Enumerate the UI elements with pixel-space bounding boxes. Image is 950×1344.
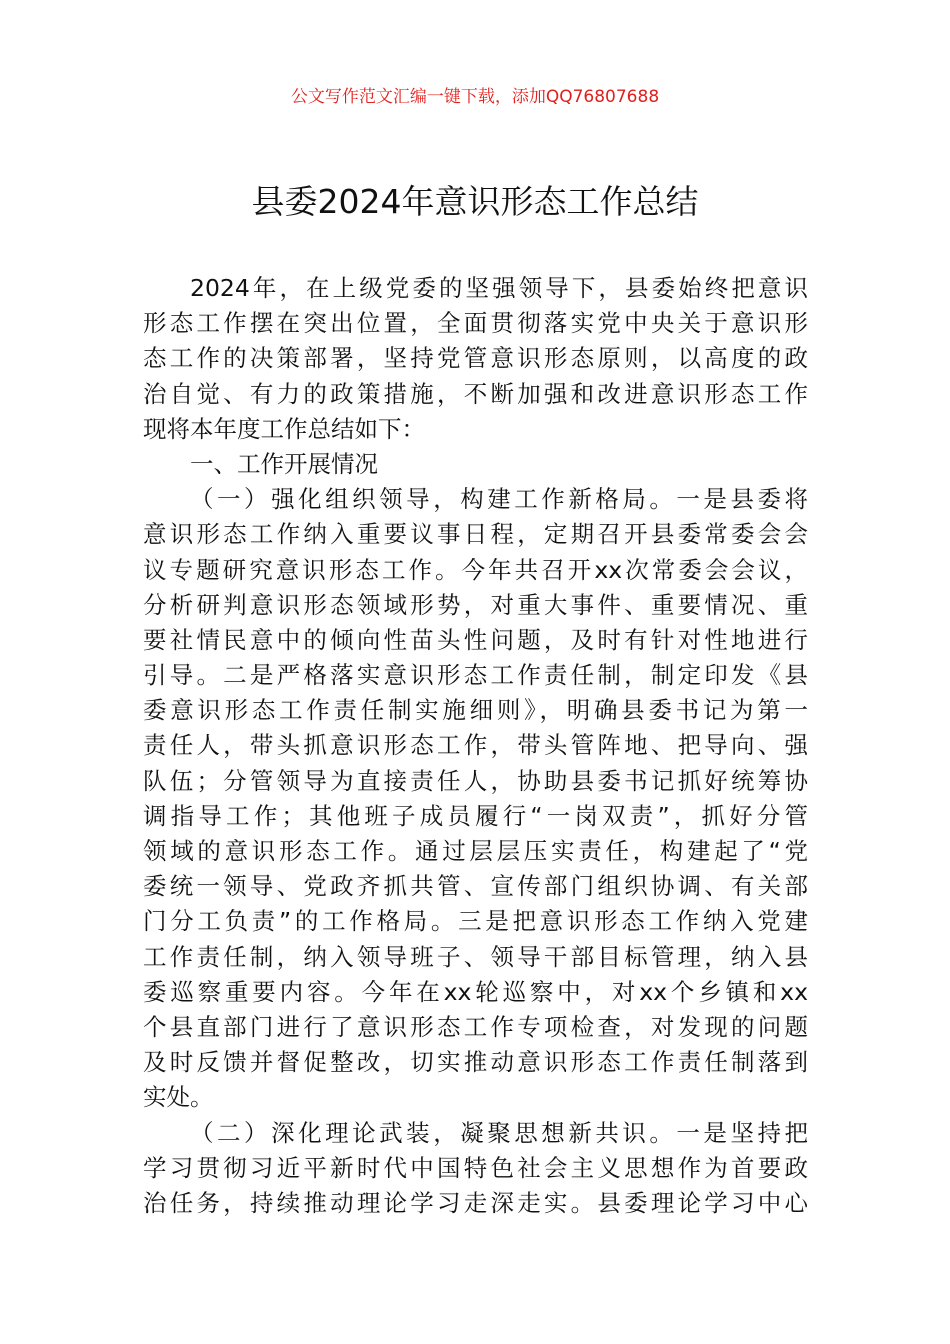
text-line: 现将本年度工作总结如下： bbox=[143, 414, 425, 443]
text-line: （一）强化组织领导，构建工作新格局。一是县委将 bbox=[190, 485, 808, 514]
document-body bbox=[143, 271, 808, 1221]
text-line: 态工作的决策部署，坚持党管意识形态原则，以高度的政 bbox=[143, 344, 808, 373]
paragraph-subsection-1 bbox=[143, 482, 808, 1115]
text-line: 学习贯彻习近平新时代中国特色社会主义思想作为首要政 bbox=[143, 1153, 808, 1182]
text-line: 委巡察重要内容。今年在xx轮巡察中，对xx个乡镇和xx bbox=[143, 977, 808, 1006]
text-line: 责任人，带头抓意识形态工作，带头管阵地、把导向、强 bbox=[143, 731, 808, 760]
text-line: 分析研判意识形态领域形势，对重大事件、重要情况、重 bbox=[143, 590, 808, 619]
text-line: 实处。 bbox=[143, 1083, 214, 1112]
text-line: 工作责任制，纳入领导班子、领导干部目标管理，纳入县 bbox=[143, 942, 808, 971]
text-line: 委意识形态工作责任制实施细则》，明确县委书记为第一 bbox=[143, 696, 808, 725]
text-line: 治任务，持续推动理论学习走深走实。县委理论学习中心 bbox=[143, 1188, 808, 1217]
paragraph-subsection-2 bbox=[143, 1116, 808, 1222]
text-line: 一、工作开展情况 bbox=[190, 449, 378, 478]
document-title: 县委2024年意识形态工作总结 bbox=[251, 182, 699, 221]
text-line: 委统一领导、党政齐抓共管、宣传部门组织协调、有关部 bbox=[143, 872, 808, 901]
paragraph-section-1-heading bbox=[143, 447, 808, 482]
text-line: 引导。二是严格落实意识形态工作责任制，制定印发《县 bbox=[143, 661, 808, 690]
text-line: 形态工作摆在突出位置，全面贯彻落实党中央关于意识形 bbox=[143, 309, 808, 338]
text-line: 调指导工作；其他班子成员履行“一岗双责”，抓好分管 bbox=[143, 801, 808, 830]
text-line: 2024年，在上级党委的坚强领导下，县委始终把意识 bbox=[190, 274, 808, 302]
text-line: 队伍；分管领导为直接责任人，协助县委书记抓好统筹协 bbox=[143, 766, 808, 795]
text-line: 治自觉、有力的政策措施，不断加强和改进意识形态工作 bbox=[143, 379, 808, 408]
text-line: （二）深化理论武装，凝聚思想新共识。一是坚持把 bbox=[190, 1118, 808, 1147]
text-line: 门分工负责”的工作格局。三是把意识形态工作纳入党建 bbox=[143, 907, 808, 936]
paragraph-intro bbox=[143, 271, 808, 447]
text-line: 要社情民意中的倾向性苗头性问题，及时有针对性地进行 bbox=[143, 625, 808, 654]
text-line: 意识形态工作纳入重要议事日程，定期召开县委常委会会 bbox=[143, 520, 808, 549]
text-line: 个县直部门进行了意识形态工作专项检查，对发现的问题 bbox=[143, 1012, 808, 1041]
text-line: 及时反馈并督促整改，切实推动意识形态工作责任制落到 bbox=[143, 1048, 808, 1077]
text-line: 议专题研究意识形态工作。今年共召开xx次常委会会议， bbox=[143, 555, 808, 584]
text-line: 领域的意识形态工作。通过层层压实责任，构建起了“党 bbox=[143, 837, 808, 865]
download-promo-header: 公文写作范文汇编一键下载，添加QQ76807688 bbox=[290, 87, 660, 107]
